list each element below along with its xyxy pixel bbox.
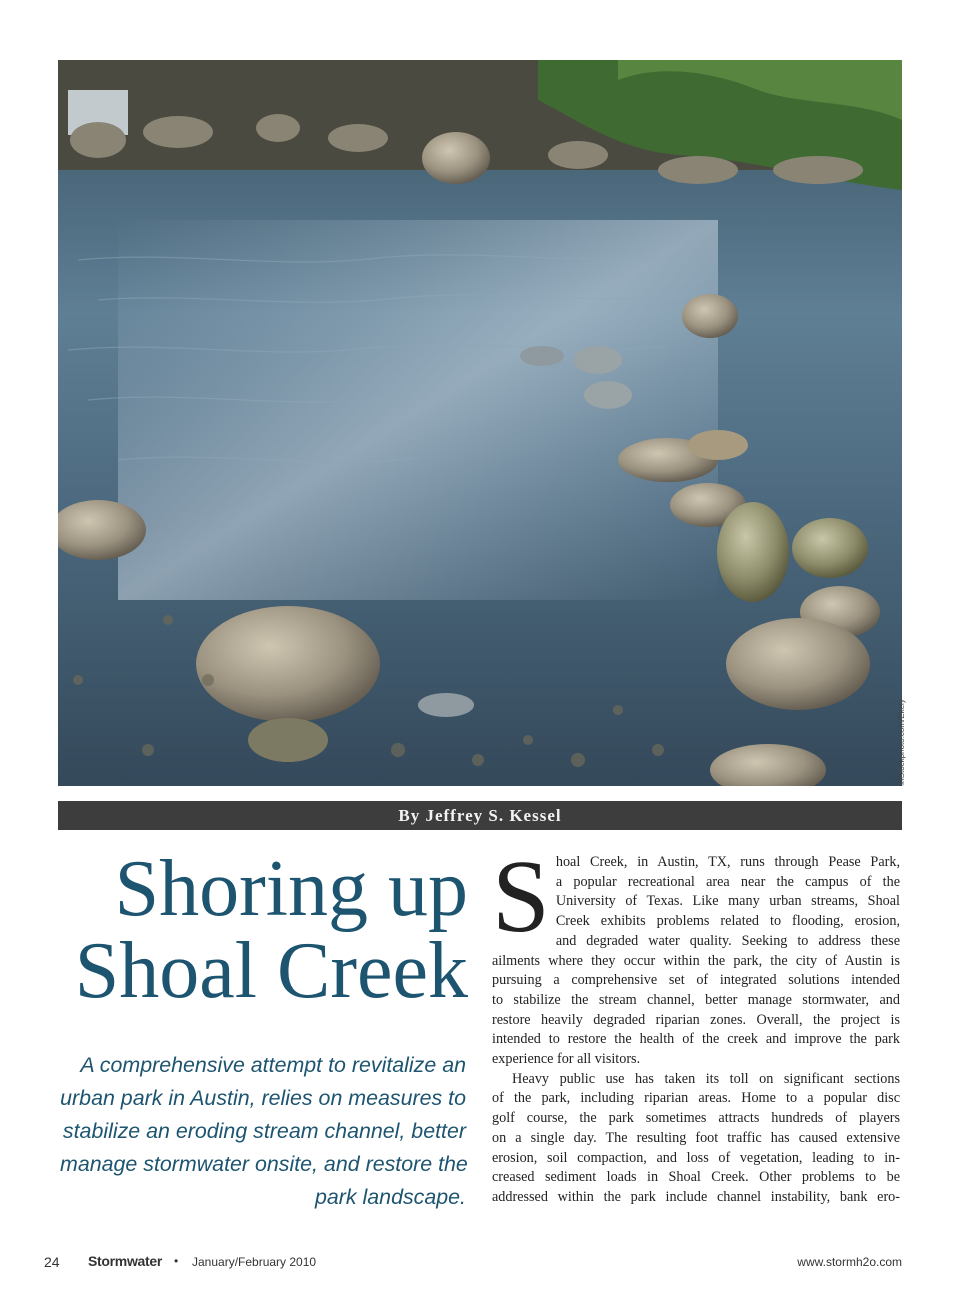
stream-photo-image [58,60,902,786]
article-title [74,845,468,1015]
body-line: addressed within the park include channel instability, bank ero- [492,1188,900,1205]
body-line: to stabilize the stream channel, better manage stormwater, and [492,991,900,1008]
article-deck [60,1049,466,1214]
body-line: Creek exhibits problems related to flooding, erosion, [555,913,900,930]
body-line: golf course, the park sometimes attracts hundreds of players [492,1110,900,1127]
body-line: Heavy public use has taken its toll on significant sections [512,1070,900,1087]
photo-credit: ©iStockphoto.com/Ekely [897,699,906,786]
body-line: restore heavily degraded riparian zones. Overall, the project is [492,1011,900,1028]
footer-bullet: • [174,1254,179,1268]
title-line-1: Shoring up [114,845,468,933]
body-line: creased sediment loads in Shoal Creek. Other problems to be [492,1169,900,1186]
deck-line: stabilize an eroding stream channel, better [62,1119,466,1143]
byline: By Jeffrey S. Kessel [398,806,562,825]
body-line: and degraded water quality. Seeking to address these [555,932,900,949]
deck-line: A comprehensive attempt to revitalize an [80,1053,466,1077]
drop-cap: S [492,839,550,954]
body-line: ailments where they occur within the park, the city of Austin is [492,952,900,969]
body-line: on a single day. The resulting foot traffic has caused extensive [492,1129,900,1146]
deck-line: park landscape. [314,1185,466,1209]
title-line-2: Shoal Creek [74,927,468,1015]
deck-line: manage stormwater onsite, and restore the [60,1152,468,1176]
website-link[interactable]: www.stormh2o.com [797,1255,902,1269]
body-line: intended to restore the health of the creek and improve the park [492,1031,900,1048]
stream-photo [58,60,902,786]
byline-bar [58,801,902,830]
body-line: hoal Creek, in Austin, TX, runs through Pease Park, [555,854,900,870]
page-number: 24 [44,1254,60,1270]
body-line: of the park, including riparian areas. Home to a popular disc [492,1090,900,1107]
body-line: University of Texas. Like many urban streams, Shoal [555,893,900,910]
body-line: experience for all visitors. [492,1051,641,1068]
issue-date: January/February 2010 [192,1255,317,1269]
magazine-name: Stormwater [88,1253,163,1269]
body-line: erosion, soil compaction, and loss of vegetation, leading to in- [492,1149,900,1166]
article-body [492,839,900,1208]
deck-line: urban park in Austin, relies on measures to [60,1086,466,1110]
body-line: a popular recreational area near the campus of the [555,873,900,890]
body-line: pursuing a comprehensive set of integrated solutions intended [492,972,900,989]
